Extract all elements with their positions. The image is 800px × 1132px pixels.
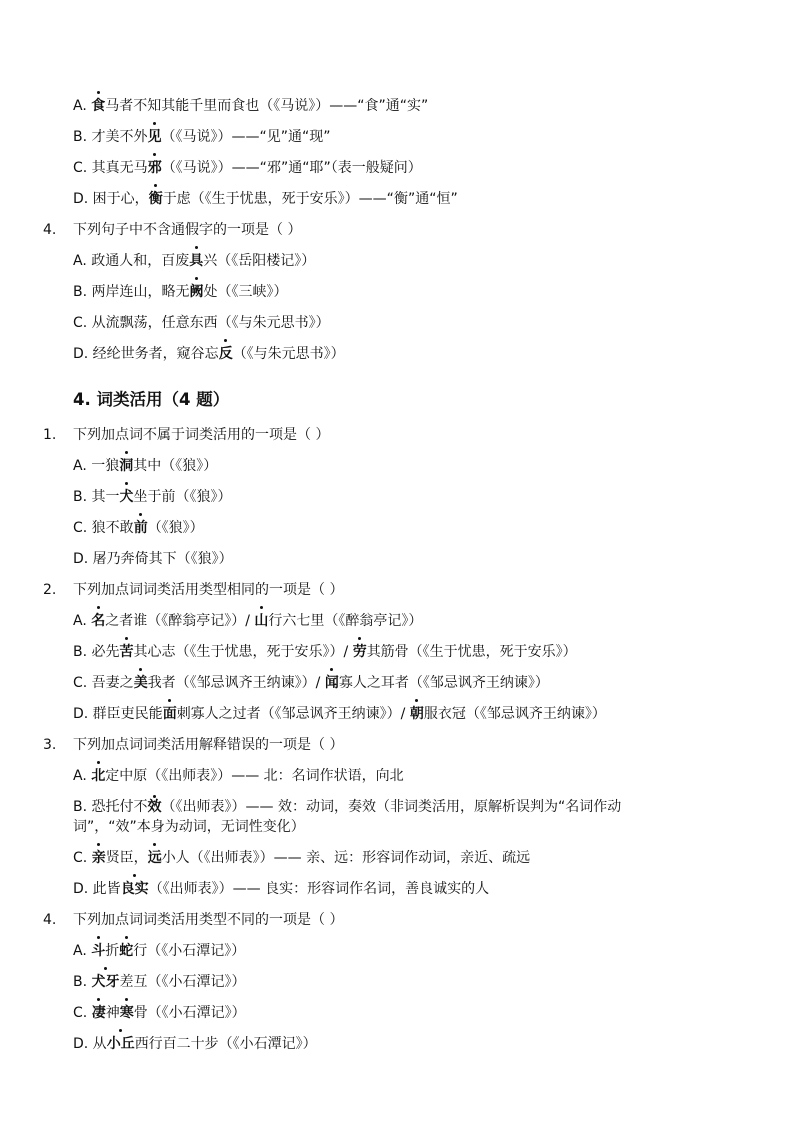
text-segment: C. 狼不敢 xyxy=(73,520,134,536)
emphasized-word: 美 xyxy=(134,670,148,696)
text-segment: 骨（《小石潭记》） xyxy=(133,1005,246,1021)
answer-option xyxy=(0,969,800,1000)
emphasized-word: 阙 xyxy=(190,279,204,305)
text-segment: 其筋骨（《生于忧患，死于安乐》） xyxy=(366,644,577,660)
text-segment: 于虑（《生于忧患，死于安乐》）——“衡”通“恒” xyxy=(162,191,458,207)
text-segment: B. 两岸连山，略无 xyxy=(73,284,190,300)
emphasized-word: 衡 xyxy=(149,186,163,212)
text-segment: 神 xyxy=(105,1005,120,1021)
question-number: 2. xyxy=(43,582,57,598)
answer-option xyxy=(0,670,800,701)
text-segment: B. 才美不外 xyxy=(73,129,148,145)
question-stem xyxy=(0,907,800,938)
answer-option xyxy=(0,938,800,969)
answer-option xyxy=(0,453,800,484)
text-segment: 我者（《邹忌讽齐王纳谏》）/ xyxy=(147,675,325,691)
text-segment: 折 xyxy=(105,943,120,959)
text-segment: 服衣冠（《邹忌讽齐王纳谏》） xyxy=(423,706,606,722)
text-segment: B. 必先 xyxy=(73,644,120,660)
emphasized-word: 斗 xyxy=(91,938,105,964)
text-segment: B. 恐托付不 xyxy=(73,799,148,815)
question-stem xyxy=(0,217,800,248)
emphasized-word: 犬牙 xyxy=(92,969,120,995)
answer-option xyxy=(0,845,800,876)
text-segment: 行六七里（《醉翁亭记》） xyxy=(268,613,423,629)
text-segment: 下列加点词不属于词类活用的一项是（ ） xyxy=(73,427,330,443)
text-segment: （《与朱元思书》） xyxy=(232,346,345,362)
answer-option xyxy=(0,608,800,639)
text-segment: 小人（《出师表》）—— 亲、远：形容词作动词，亲近、疏远 xyxy=(161,850,531,866)
answer-option xyxy=(0,876,800,907)
text-segment: A. xyxy=(73,768,92,784)
answer-option xyxy=(0,248,800,279)
answer-option xyxy=(0,546,800,577)
text-segment: 下列加点词词类活用类型不同的一项是（ ） xyxy=(73,912,344,928)
text-segment: D. 经纶世务者，窥谷忘 xyxy=(73,346,219,362)
emphasized-word: 见 xyxy=(148,124,162,150)
answer-option xyxy=(0,701,800,732)
text-segment: C. 吾妻之 xyxy=(73,675,134,691)
text-segment: D. 此皆 xyxy=(73,881,121,897)
question-stem xyxy=(0,422,800,453)
text-segment: （《出师表》）—— 良实：形容词作名词，善良诚实的人 xyxy=(148,881,490,897)
text-segment: A. xyxy=(73,943,92,959)
text-segment: 下列加点词词类活用类型相同的一项是（ ） xyxy=(73,582,344,598)
question-number: 3. xyxy=(43,737,57,753)
section-heading xyxy=(0,378,800,422)
emphasized-word: 食 xyxy=(91,93,105,119)
answer-option xyxy=(0,186,800,217)
emphasized-word: 小丘 xyxy=(107,1031,135,1057)
text-segment: 之者谁（《醉翁亭记》）/ xyxy=(105,613,255,629)
answer-option xyxy=(0,794,800,845)
text-segment: 贤臣， xyxy=(105,850,148,866)
text-segment: B. xyxy=(73,974,92,990)
text-segment: D. 屠乃奔倚其下（《狼》） xyxy=(73,551,233,567)
text-segment: A. 政通人和，百废 xyxy=(73,253,190,269)
text-segment: （《马说》）——“邪”通“耶”（表一般疑问） xyxy=(161,160,422,176)
text-segment: 4. 词类活用（4 题） xyxy=(73,390,230,409)
text-segment: A. 一狼 xyxy=(73,458,120,474)
answer-option xyxy=(0,279,800,310)
text-segment: 刺寡人之过者（《邹忌讽齐王纳谏》）/ xyxy=(176,706,410,722)
emphasized-word: 面 xyxy=(163,701,177,727)
text-segment: C. 从流飘荡，任意东西（《与朱元思书》） xyxy=(73,315,330,331)
text-segment: 兴（《岳阳楼记》） xyxy=(203,253,316,269)
answer-option xyxy=(0,155,800,186)
answer-option xyxy=(0,484,800,515)
answer-option xyxy=(0,341,800,372)
emphasized-word: 蛇 xyxy=(119,938,133,964)
emphasized-word: 良实 xyxy=(121,876,149,902)
emphasized-word: 邪 xyxy=(148,155,162,181)
emphasized-word: 名 xyxy=(91,608,105,634)
text-segment: C. xyxy=(73,1005,92,1021)
answer-option xyxy=(0,1031,800,1062)
question-stem xyxy=(0,577,800,608)
question-number: 4. xyxy=(43,222,57,238)
emphasized-word: 闻 xyxy=(325,670,339,696)
text-segment: 定中原（《出师表》）—— 北：名词作状语，向北 xyxy=(105,768,404,784)
text-segment: 处（《三峡》） xyxy=(203,284,288,300)
text-segment: 马者不知其能千里而食也（《马说》）——“食”通“实” xyxy=(105,98,429,114)
emphasized-word: 苦 xyxy=(120,639,134,665)
emphasized-word: 前 xyxy=(134,515,148,541)
emphasized-word: 亲 xyxy=(92,845,106,871)
answer-option xyxy=(0,763,800,794)
text-segment: A. xyxy=(73,98,92,114)
text-segment: B. 其一 xyxy=(73,489,120,505)
text-segment: 其心志（《生于忧患，死于安乐》）/ xyxy=(133,644,353,660)
emphasized-word: 犬 xyxy=(120,484,134,510)
text-segment: 其中（《狼》） xyxy=(133,458,218,474)
text-segment: C. xyxy=(73,850,92,866)
text-segment: （《出师表》）—— 效：动词，奏效（非词类活用，原解析误判为“名词作动词”，“效”本身为动词，无词性变化） xyxy=(73,799,622,835)
emphasized-word: 远 xyxy=(148,845,162,871)
emphasized-word: 寒 xyxy=(120,1000,134,1026)
text-segment: 差互（《小石潭记》） xyxy=(119,974,246,990)
emphasized-word: 朝 xyxy=(410,701,424,727)
answer-option xyxy=(0,515,800,546)
question-number: 1. xyxy=(43,427,57,443)
text-segment: （《狼》） xyxy=(147,520,204,536)
text-segment: 行（《小石潭记》） xyxy=(133,943,246,959)
document-page xyxy=(0,93,800,1062)
question-number: 4. xyxy=(43,912,57,928)
question-stem xyxy=(0,732,800,763)
text-segment: 寡人之耳者（《邹忌讽齐王纳谏》） xyxy=(338,675,549,691)
emphasized-word: 具 xyxy=(189,248,203,274)
answer-option xyxy=(0,93,800,124)
emphasized-word: 劳 xyxy=(353,639,367,665)
answer-option xyxy=(0,124,800,155)
text-segment: D. 困于心， xyxy=(73,191,149,207)
text-segment: 坐于前（《狼》） xyxy=(133,489,232,505)
text-segment: D. 从 xyxy=(73,1036,107,1052)
emphasized-word: 效 xyxy=(147,799,162,815)
text-segment: （《马说》）——“见”通“现” xyxy=(161,129,331,145)
answer-option xyxy=(0,1000,800,1031)
text-segment: 下列句子中不含通假字的一项是（ ） xyxy=(73,222,302,238)
answer-option xyxy=(0,310,800,341)
text-segment: A. xyxy=(73,613,92,629)
emphasized-word: 反 xyxy=(219,341,233,367)
answer-option xyxy=(0,639,800,670)
text-segment: D. 群臣吏民能 xyxy=(73,706,163,722)
emphasized-word: 山 xyxy=(254,608,268,634)
emphasized-word: 北 xyxy=(91,763,105,789)
text-segment: C. 其真无马 xyxy=(73,160,148,176)
emphasized-word: 凄 xyxy=(92,1000,106,1026)
emphasized-word: 洞 xyxy=(119,453,133,479)
text-segment: 西行百二十步（《小石潭记》） xyxy=(134,1036,317,1052)
text-segment: 下列加点词词类活用解释错误的一项是（ ） xyxy=(73,737,344,753)
